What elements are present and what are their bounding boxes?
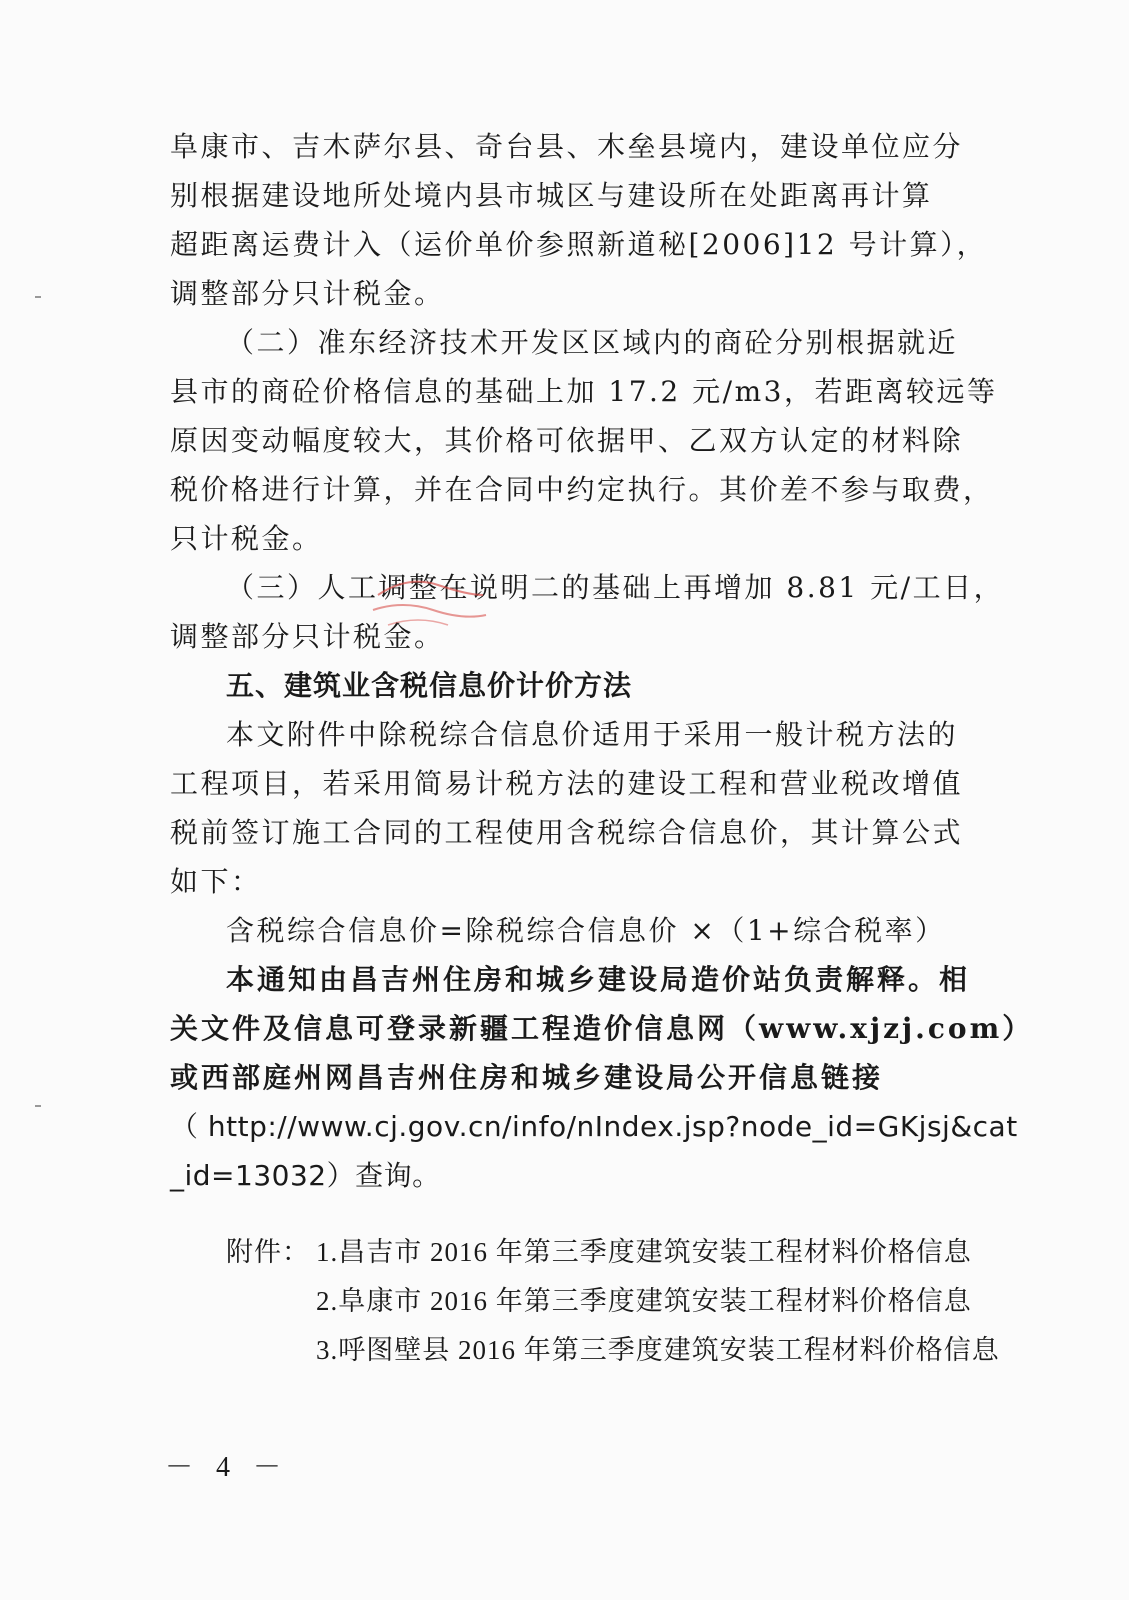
body-line: （二）准东经济技术开发区区域内的商砼分别根据就近 <box>226 326 959 359</box>
attachments-label: 附件： <box>226 1237 310 1267</box>
scan-speck <box>35 296 41 298</box>
attachment-item: 2.阜康市 2016 年第三季度建筑安装工程材料价格信息 <box>316 1286 972 1316</box>
document-body <box>170 122 1034 1375</box>
body-line: 调整部分只计税金。 <box>170 277 445 310</box>
scan-speck <box>35 1105 41 1107</box>
page-number: － 4 － <box>165 1452 290 1483</box>
body-line: 或西部庭州网昌吉州住房和城乡建设局公开信息链接 <box>170 1061 884 1094</box>
body-line: 超距离运费计入（运价单价参照新道秘[2006]12 号计算）， <box>170 228 988 261</box>
body-line: 只计税金。 <box>170 522 323 555</box>
attachment-item: 3.呼图壁县 2016 年第三季度建筑安装工程材料价格信息 <box>316 1335 1000 1365</box>
body-line: （三）人工调整在说明二的基础上再增加 8.81 元/工日， <box>226 571 1005 604</box>
url-line: （ http://www.cj.gov.cn/info/nIndex.jsp?node_id=GKjsj&cat <box>170 1110 1018 1143</box>
body-line: 税前签订施工合同的工程使用含税综合信息价，其计算公式 <box>170 816 964 849</box>
body-line: 别根据建设地所处境内县市城区与建设所在处距离再计算 <box>170 179 933 212</box>
attachments-list <box>170 1228 1000 1375</box>
body-line: 阜康市、吉木萨尔县、奇台县、木垒县境内，建设单位应分 <box>170 130 964 163</box>
body-line: 税价格进行计算，并在合同中约定执行。其价差不参与取费， <box>170 473 994 506</box>
spacer <box>170 1200 945 1228</box>
url-line: _id=13032）查询。 <box>170 1159 441 1192</box>
body-line: 调整部分只计税金。 <box>170 620 445 653</box>
formula-line: 含税综合信息价=除税综合信息价 ×（1+综合税率） <box>226 914 946 947</box>
attachment-text: 1.昌吉市 2016 年第三季度建筑安装工程材料价格信息 <box>316 1237 972 1267</box>
body-line: 关文件及信息可登录新疆工程造价信息网（www.xjzj.com） <box>170 1012 1034 1045</box>
attachment-item <box>170 1228 972 1277</box>
body-line: 如下： <box>170 865 262 898</box>
body-line: 县市的商砼价格信息的基础上加 17.2 元/m3，若距离较远等 <box>170 375 998 408</box>
body-line: 本通知由昌吉州住房和城乡建设局造价站负责解释。相 <box>226 963 971 996</box>
body-line: 本文附件中除税综合信息价适用于采用一般计税方法的 <box>226 718 959 751</box>
body-line: 原因变动幅度较大，其价格可依据甲、乙双方认定的材料除 <box>170 424 964 457</box>
body-line: 工程项目，若采用简易计税方法的建设工程和营业税改增值 <box>170 767 964 800</box>
section-heading: 五、建筑业含税信息价计价方法 <box>226 669 633 702</box>
